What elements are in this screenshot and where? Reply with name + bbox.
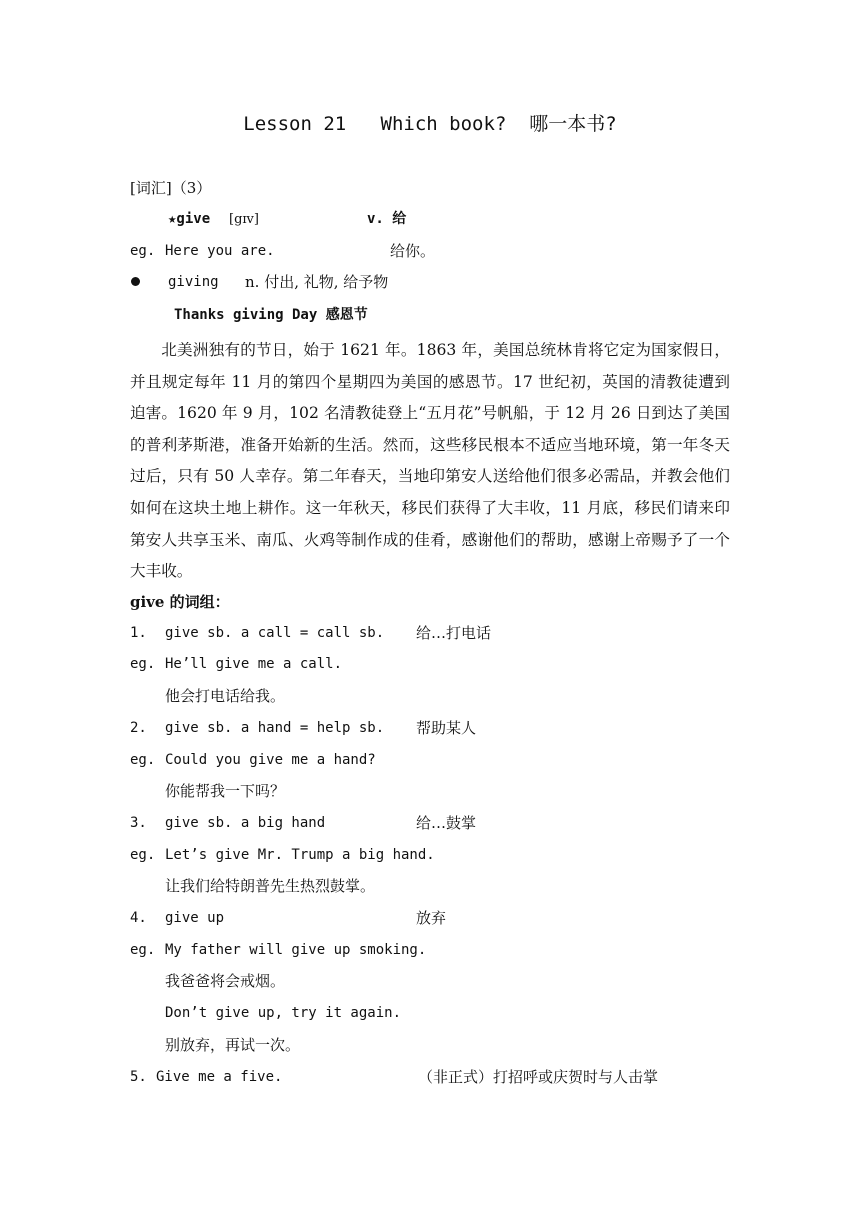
example-zh: 给你。: [390, 242, 436, 260]
example-translation: 别放弃，再试一次。: [165, 1036, 301, 1054]
phrase-meaning: 帮助某人: [416, 719, 477, 737]
bullet-meaning: n. 付出, 礼物, 给予物: [245, 273, 389, 291]
bullet-icon: [130, 272, 142, 292]
phrase-text: give up: [165, 910, 225, 926]
phrase-meaning: （非正式）打招呼或庆贺时与人击掌: [418, 1068, 659, 1086]
example-en: Here you are.: [165, 243, 275, 259]
phrase-text: give sb. a hand = help sb.: [165, 720, 385, 736]
phrase-number: 3.: [130, 815, 147, 831]
bullet-word: giving: [168, 274, 219, 290]
example-sentence: Could you give me a hand?: [165, 752, 376, 768]
example-prefix: eg.: [130, 752, 156, 768]
pos-meaning: v. 给: [367, 211, 407, 227]
example-sentence: He’ll give me a call.: [165, 656, 343, 672]
example-translation: 让我们给特朗普先生热烈鼓掌。: [165, 877, 376, 895]
example-prefix: eg.: [130, 656, 156, 672]
phrase-number: 2.: [130, 720, 147, 736]
example-prefix: eg.: [130, 942, 156, 958]
example-prefix: eg.: [130, 847, 156, 863]
example-translation: 他会打电话给我。: [165, 687, 286, 705]
example-translation: 我爸爸将会戒烟。: [165, 972, 286, 990]
phrase-number: 4.: [130, 910, 147, 926]
phonetic: [gɪv]: [229, 212, 259, 227]
phrase-number: 5.: [130, 1069, 147, 1085]
phrase-number: 1.: [130, 625, 147, 641]
phrases-heading: give 的词组：: [130, 593, 230, 611]
vocab-section-label: [词汇]（3）: [130, 179, 212, 197]
holiday-heading: Thanks giving Day 感恩节: [174, 307, 368, 323]
example-sentence: Don’t give up, try it again.: [165, 1005, 402, 1021]
star-word: ★give: [168, 211, 211, 227]
lesson-title: Lesson 21 Which book? 哪一本书?: [243, 113, 617, 135]
phrase-meaning: 给…鼓掌: [416, 814, 477, 832]
holiday-paragraph: 北美洲独有的节日，始于 1621 年。1863 年，美国总统林肯将它定为国家假日，并且规定每年 11 月的第四个星期四为美国的感恩节。17 世纪初，英国的清教徒遭到迫害。1620 年 9 月，102 名清教徒登上“五月花”号帆船，于 12 月 26 日到达了美国的普利茅斯港，准备开始新的生活。然而，这些移民根本不适应当地环境，第一年冬天过后，只有 50 人幸存。第二年春天，当地印第安人送给他们很多必需品，并教会他们如何在这块土地上耕作。这一年秋天，移民们获得了大丰收，11 月底，移民们请来印第安人共享玉米、南瓜、火鸡等制作成的佳肴，感谢他们的帮助，感谢上帝赐予了一个大丰收。: [130, 341, 730, 581]
example-prefix: eg.: [130, 243, 156, 259]
example-sentence: My father will give up smoking.: [165, 942, 427, 958]
example-translation: 你能帮我一下吗？: [165, 782, 286, 800]
phrase-text: Give me a five.: [156, 1069, 283, 1085]
example-sentence: Let’s give Mr. Trump a big hand.: [165, 847, 435, 863]
phrase-meaning: 放弃: [416, 909, 447, 927]
phrase-text: give sb. a call = call sb.: [165, 625, 385, 641]
phrase-meaning: 给…打电话: [416, 624, 492, 642]
phrase-text: give sb. a big hand: [165, 815, 326, 831]
